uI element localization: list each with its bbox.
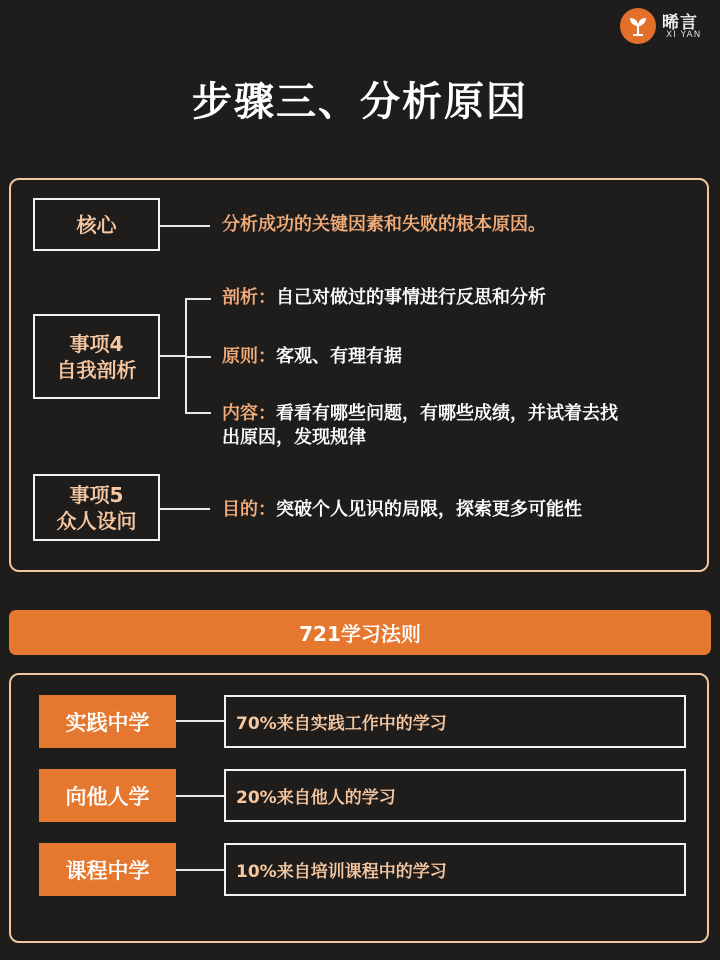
core-text: 分析成功的关键因素和失败的根本原因。 bbox=[222, 214, 546, 235]
connector-line bbox=[176, 869, 224, 871]
connector-line bbox=[160, 225, 210, 227]
point-key: 原则： bbox=[222, 346, 276, 367]
course-tag: 课程中学 bbox=[39, 843, 176, 896]
item5-tag bbox=[33, 474, 160, 541]
core-tag bbox=[33, 198, 160, 251]
point-text: 自己对做过的事情进行反思和分析 bbox=[276, 287, 546, 308]
item4-tag bbox=[33, 314, 160, 399]
point-key: 内容： bbox=[222, 403, 276, 424]
item4-label-line1: 事项4 bbox=[69, 331, 124, 356]
item4-label-line2: 自我剖析 bbox=[56, 357, 137, 382]
item4-point-principle bbox=[222, 345, 402, 369]
bracket-line bbox=[185, 298, 211, 300]
bracket-line bbox=[185, 412, 211, 414]
brand-name-cn: 晞言 bbox=[662, 13, 698, 33]
point-text: 客观、有理有据 bbox=[276, 346, 402, 367]
connector-line bbox=[160, 355, 186, 357]
others-desc-box: 20%来自他人的学习 bbox=[224, 769, 686, 822]
point-text: 突破个人见识的局限，探索更多可能性 bbox=[276, 499, 582, 520]
point-text-cont: 出原因，发现规律 bbox=[222, 427, 366, 448]
item4-point-content bbox=[222, 402, 692, 450]
item5-label-line1: 事项5 bbox=[69, 482, 124, 507]
others-tag: 向他人学 bbox=[39, 769, 176, 822]
item5-point-purpose bbox=[222, 498, 582, 522]
section-header-721: 721学习法则 bbox=[9, 610, 711, 655]
item5-label-line2: 众人设问 bbox=[56, 508, 137, 533]
connector-line bbox=[160, 508, 210, 510]
core-label: 核心 bbox=[76, 212, 117, 237]
connector-line bbox=[176, 795, 224, 797]
point-text: 看看有哪些问题，有哪些成绩，并试着去找 bbox=[276, 403, 618, 424]
connector-line bbox=[176, 720, 224, 722]
bracket-line bbox=[185, 356, 211, 358]
course-desc-box: 10%来自培训课程中的学习 bbox=[224, 843, 686, 896]
item4-point-analysis bbox=[222, 286, 546, 310]
point-key: 剖析： bbox=[222, 287, 276, 308]
practice-tag: 实践中学 bbox=[39, 695, 176, 748]
page-title: 步骤三、分析原因 bbox=[192, 79, 528, 125]
point-key: 目的： bbox=[222, 499, 276, 520]
brand-logo bbox=[620, 6, 712, 46]
sprout-icon bbox=[620, 8, 656, 44]
practice-desc-box: 70%来自实践工作中的学习 bbox=[224, 695, 686, 748]
brand-name-en: XI YAN bbox=[666, 30, 702, 40]
